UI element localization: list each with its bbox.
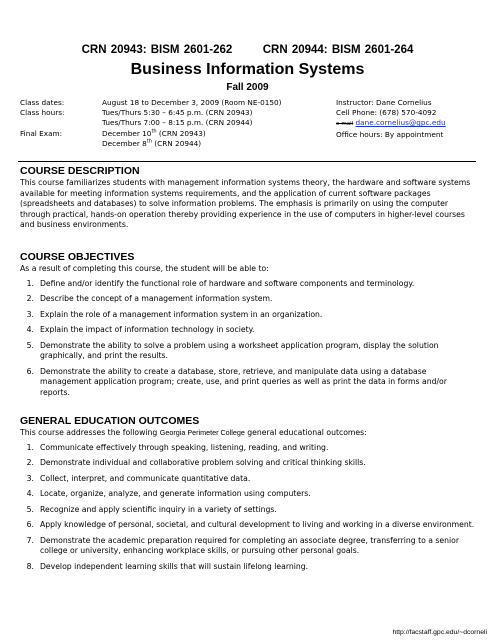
- list-item: 8. Develop independent learning skills that will sustain lifelong learning.: [26, 561, 309, 571]
- gen-ed-outcomes-intro: This course addresses the following Georgia Perimeter College general educational outcomes:: [20, 428, 367, 437]
- final-exam-value-2: December 8th (CRN 20944): [102, 138, 202, 148]
- gen-ed-outcomes-section: [20, 415, 476, 577]
- final-exam-label: Final Exam:: [20, 128, 63, 138]
- class-hours-value-2: Tues/Thurs 7:00 – 8:15 p.m. (CRN 20944): [102, 118, 253, 128]
- course-codes-line: [0, 44, 495, 56]
- list-item: 2. Demonstrate individual and collaborative problem solving and critical thinking skills.: [26, 458, 366, 467]
- course-code-1: BISM 2601-262: [150, 44, 233, 56]
- crn-1: CRN 20943:: [81, 44, 147, 56]
- list-item: 5. Demonstrate the ability to solve a problem using a worksheet application program, display the solution graphically, and print the results.: [26, 340, 439, 360]
- course-description-text: This course familiarizes students with management information systems theory, the hardware and software systems available for meeting information systems requirements, and the application of current software packages (spreadsheets and databases) to solve information problems. The emphasis is primarily on using the computer through practical, hands-on operation thereby providing experience in the use of computers in higher-level courses and business environments.: [20, 178, 471, 229]
- list-item: 3. Explain the role of a management information system in an organization.: [26, 309, 323, 319]
- list-item: 6. Demonstrate the ability to create a database, store, retrieve, and manipulate data using a database management application program; create, use, and print queries as well as print the data in forms and/or reports.: [26, 366, 447, 397]
- course-objectives-heading: COURSE OBJECTIVES: [20, 251, 135, 263]
- list-item: 1. Define and/or identify the functional role of hardware and software components and terminology.: [26, 278, 415, 288]
- list-item: 2. Describe the concept of a management information system.: [26, 294, 273, 303]
- email-label: e-mail: [336, 121, 354, 128]
- course-description-heading: COURSE DESCRIPTION: [20, 165, 140, 177]
- final-exam-value-1: December 10th (CRN 20943): [102, 128, 206, 138]
- class-dates-value: August 18 to December 3, 2009 (Room NE-0150): [102, 98, 282, 107]
- footer-url-link[interactable]: http://facstaff.gpc.edu/~dcorneli: [392, 629, 487, 636]
- list-item: 1. Communicate effectively through speaking, listening, reading, and writing.: [26, 442, 329, 452]
- instructor-info: [336, 98, 446, 140]
- gen-ed-outcomes-list: [20, 443, 476, 573]
- list-item: 4. Locate, organize, analyze, and generate information using computers.: [26, 489, 311, 498]
- class-info: [20, 98, 282, 149]
- list-item: 5. Recognize and apply scientific inquiry in a variety of settings.: [26, 504, 277, 514]
- email-row: [336, 118, 446, 129]
- course-code-2: BISM 2601-264: [331, 44, 414, 56]
- gen-ed-outcomes-heading: GENERAL EDUCATION OUTCOMES: [20, 415, 200, 427]
- header-divider: [18, 161, 476, 162]
- course-description-section: [20, 165, 476, 231]
- class-hours-label: Class hours:: [20, 108, 65, 118]
- instructor-name: Instructor: Dane Cornelius: [336, 98, 432, 107]
- office-hours: Office hours: By appointment: [336, 129, 444, 139]
- email-link[interactable]: dane.cornelius@gpc.edu: [355, 118, 446, 128]
- cell-phone: Cell Phone: (678) 570-4092: [336, 108, 437, 118]
- crn-2: CRN 20944:: [262, 44, 328, 56]
- list-item: 7. Demonstrate the academic preparation required for completing an associate degree, transferring to a senior college or university, enhancing workplace skills, or pursuing other personal goals.: [26, 535, 459, 555]
- course-term: Fall 2009: [226, 82, 269, 93]
- course-objectives-intro: As a result of completing this course, the student will be able to:: [20, 264, 269, 273]
- class-hours-value-1: Tues/Thurs 5:30 – 6:45 p.m. (CRN 20943): [102, 108, 253, 118]
- list-item: 3. Collect, interpret, and communicate quantitative data.: [26, 473, 251, 483]
- course-objectives-list: [20, 279, 476, 399]
- course-title: Business Information Systems: [130, 61, 365, 78]
- list-item: 4. Explain the impact of information technology in society.: [26, 325, 255, 334]
- class-dates-label: Class dates:: [20, 98, 65, 107]
- list-item: 6. Apply knowledge of personal, societal, and cultural development to living and working in a diverse environment.: [26, 520, 475, 529]
- course-objectives-section: [20, 251, 476, 403]
